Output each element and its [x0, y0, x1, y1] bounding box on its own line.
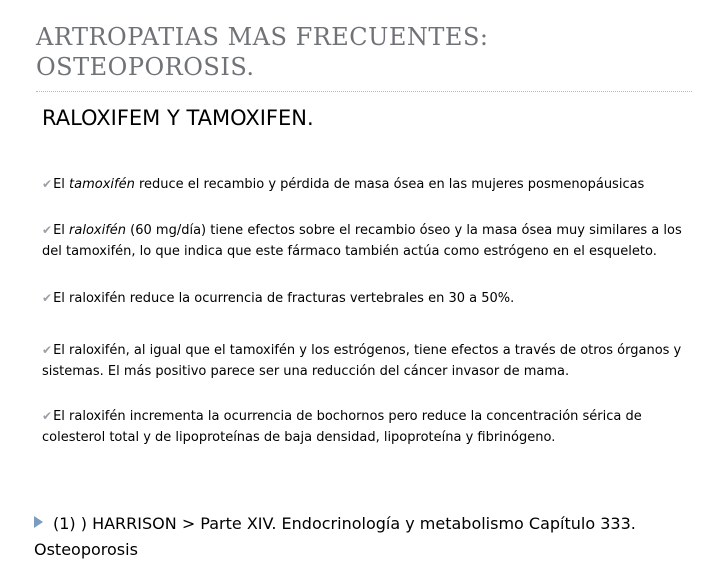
triangle-bullet-icon — [34, 516, 43, 528]
slide-subtitle: RALOXIFEM Y TAMOXIFEN. — [42, 106, 314, 130]
bullet-item-5 — [42, 406, 692, 448]
checkmark-icon: ✔ — [42, 343, 53, 357]
bullet-item-3 — [42, 288, 692, 309]
bullet-text-post: (60 mg/día) tiene efectos sobre el recambio óseo y la masa ósea muy similares a los del tamoxifén, lo que indica que este fármaco también actúa como estrógeno en el esqueleto. — [42, 223, 682, 259]
bullet-text-pre: El — [53, 223, 70, 238]
bullet-text-drug: tamoxifén — [69, 177, 135, 192]
bullet-item-2 — [42, 220, 692, 262]
bullet-text: El raloxifén, al igual que el tamoxifén y los estrógenos, tiene efectos a través de otros órganos y sistemas. El más positivo parece ser una reducción del cáncer invasor de mama. — [42, 343, 682, 379]
bullet-item-1 — [42, 174, 692, 195]
bullet-text: El raloxifén reduce la ocurrencia de fracturas vertebrales en 30 a 50%. — [53, 291, 515, 306]
bullet-text-drug: raloxifén — [69, 223, 127, 238]
slide-title-line-1: ARTROPATIAS MAS FRECUENTES: — [36, 23, 489, 51]
footer-reference — [34, 511, 714, 563]
bullet-text-post: reduce el recambio y pérdida de masa ósea en las mujeres posmenopáusicas — [134, 177, 645, 192]
slide-title-line-2: OSTEOPOROSIS. — [36, 53, 255, 81]
slide-title — [36, 22, 696, 82]
checkmark-icon: ✔ — [42, 291, 53, 305]
title-divider — [36, 91, 692, 92]
bullet-text: El raloxifén incrementa la ocurrencia de bochornos pero reduce la concentración sérica de colesterol total y de lipoproteínas de baja densidad, lipoproteína y fibrinógeno. — [42, 409, 642, 445]
bullet-text-pre: El — [53, 177, 70, 192]
checkmark-icon: ✔ — [42, 177, 53, 191]
checkmark-icon: ✔ — [42, 223, 53, 237]
footer-reference-text: (1) ) HARRISON > Parte XIV. Endocrinología y metabolismo Capítulo 333. Osteoporosis — [34, 514, 636, 559]
checkmark-icon: ✔ — [42, 409, 53, 423]
bullet-item-4 — [42, 340, 692, 382]
